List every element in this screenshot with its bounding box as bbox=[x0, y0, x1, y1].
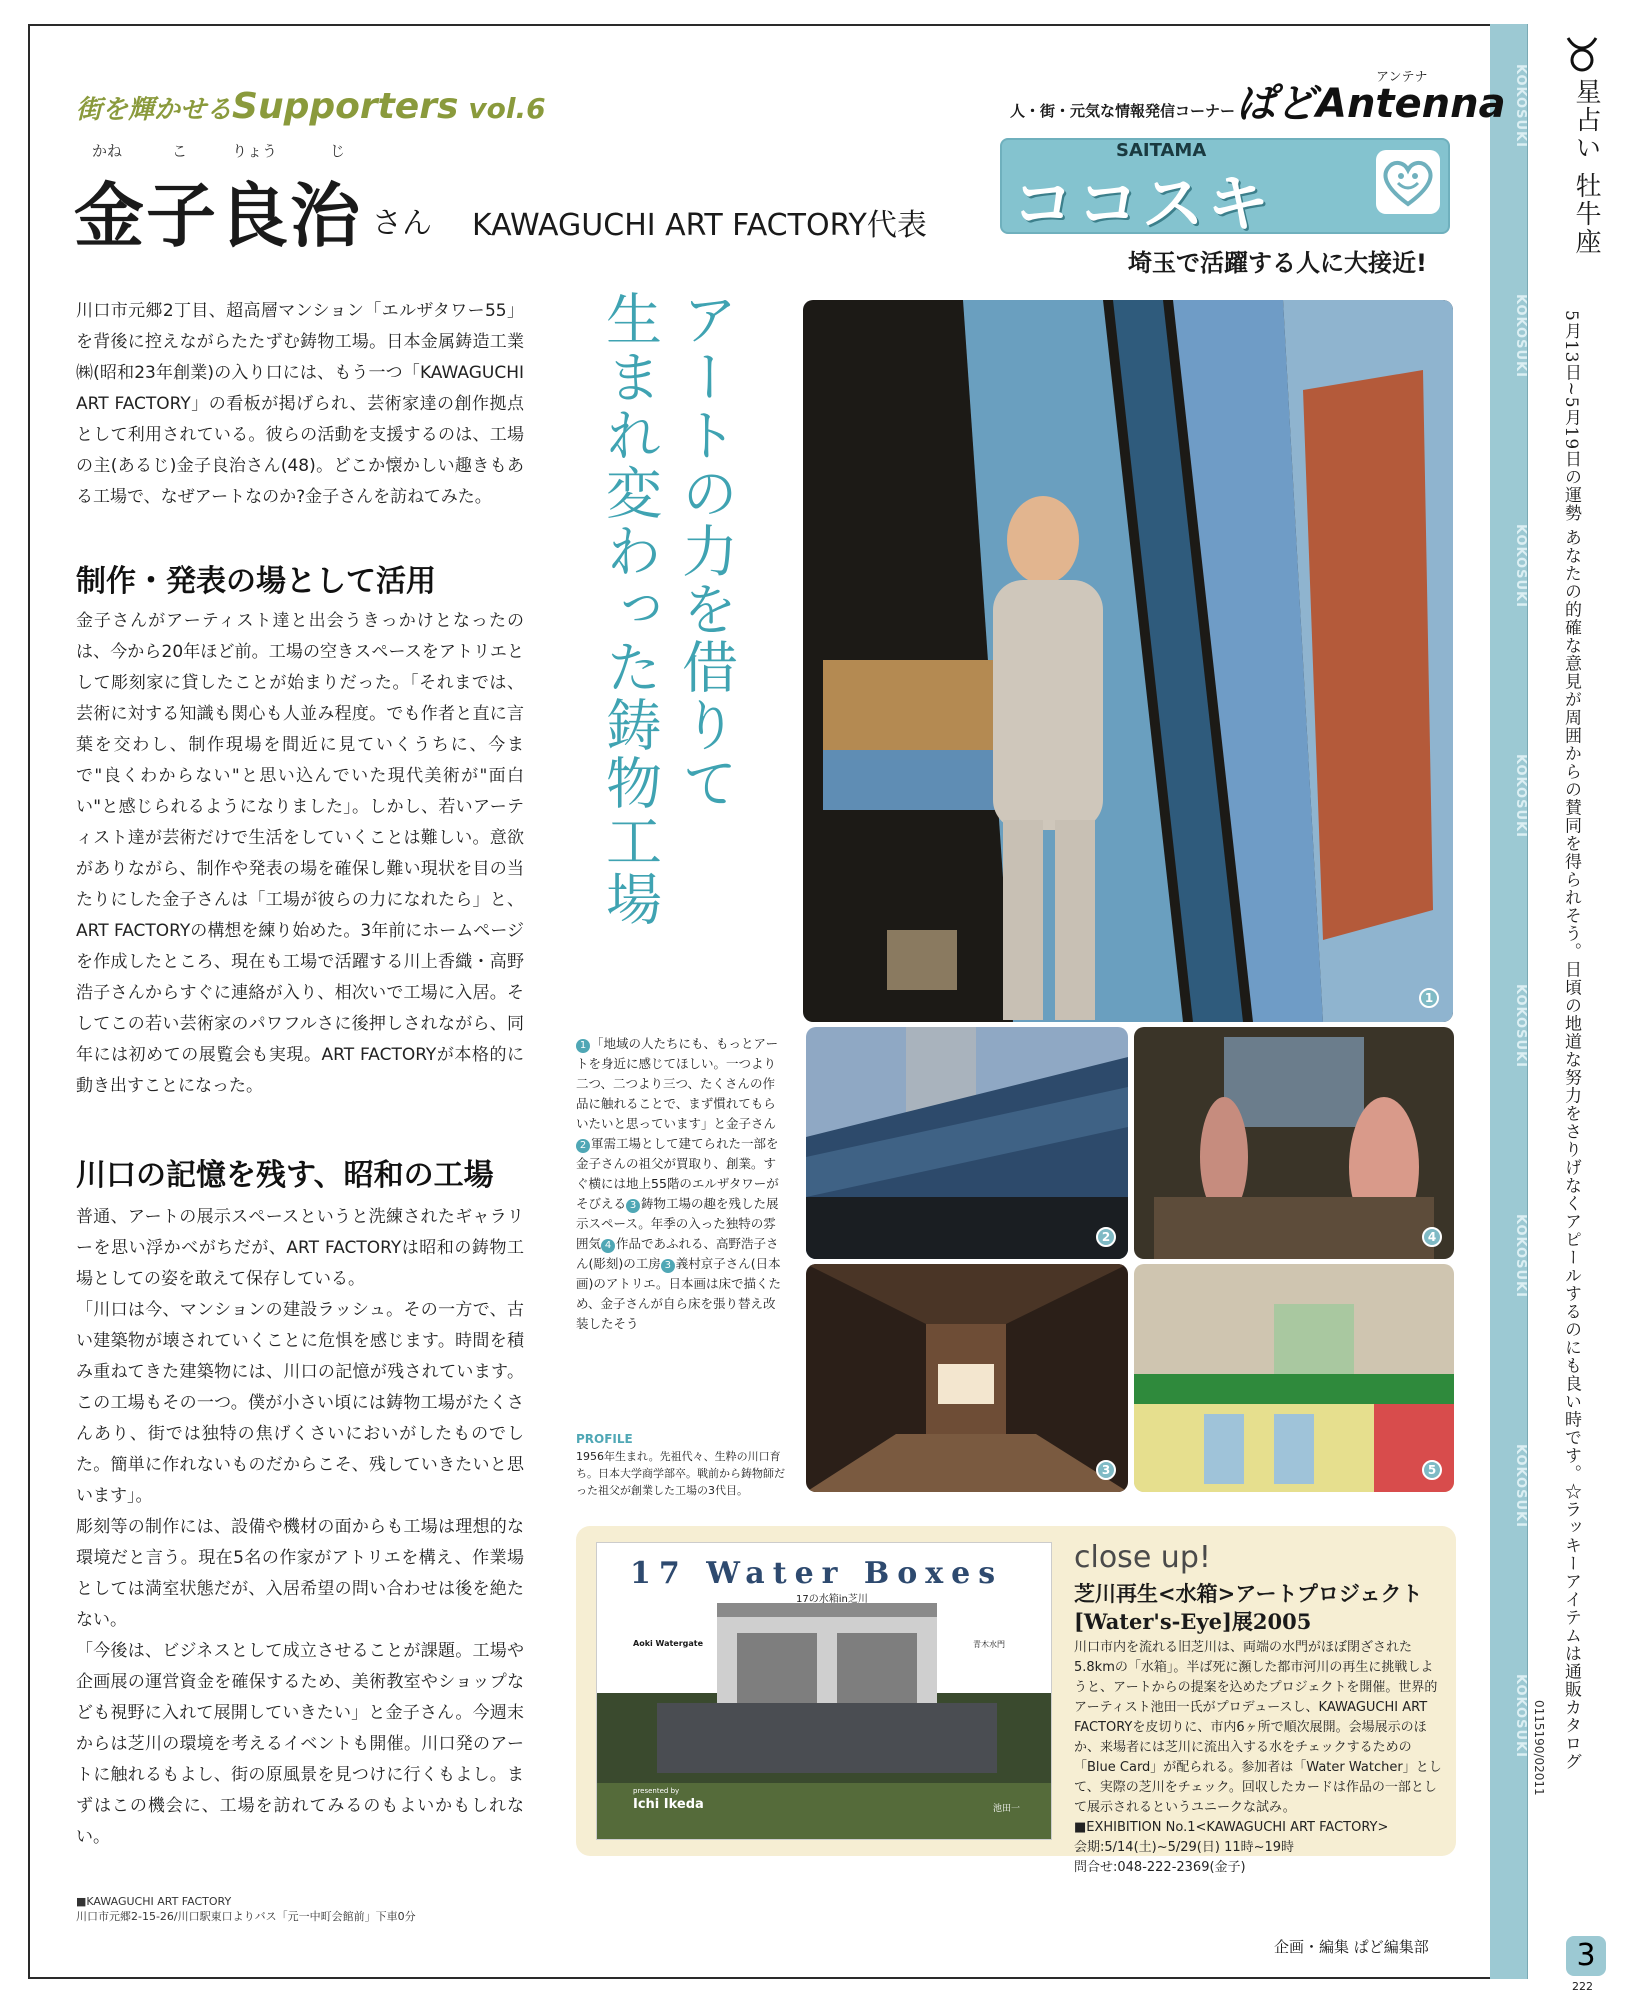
stripe-label: KOKOSUKI bbox=[1513, 754, 1528, 838]
stripe-label: KOKOSUKI bbox=[1513, 1674, 1528, 1758]
photo-number-badge: 3 bbox=[1096, 1460, 1116, 1480]
photo-number-badge: 2 bbox=[1096, 1227, 1116, 1247]
corner-kicker: 人・街・元気な情報発信コーナー bbox=[1010, 102, 1236, 120]
caption-3: 鋳物工場の趣を残した展示スペース。年季の入った独特の雰囲気 bbox=[576, 1196, 779, 1251]
main-photo bbox=[803, 300, 1453, 1022]
stripe-label: KOKOSUKI bbox=[1513, 294, 1528, 378]
closeup-period: 会期:5/14(土)~5/29(日) 11時~19時 bbox=[1074, 1840, 1295, 1855]
editorial-credit: 企画・編集 ぱど編集部 bbox=[1274, 1938, 1429, 1956]
photo-number-badge: 5 bbox=[1422, 1460, 1442, 1480]
atelier-photo bbox=[1134, 1264, 1454, 1492]
closeup-body: 川口市内を流れる旧芝川は、両端の水門がほぼ閉ざされた5.8kmの「水箱」。半ば死に瀕した都市河川の再生に挑戦しようと、アートからの提案を込めたプロジェクトを開催。世界的アーティスト池田一氏がプロデュースし、KAWAGUCHI ART FACTORYを皮切りに、市内6ヶ所で順次展開。会場展示のほか、来場者には芝川に流出入する水をチェックするための「Blue Card」が配られる。参加者は「Water Watcher」として、実際の芝川をチェック。回収したカードは作品の一部として展示されるというユニークな試み。 bbox=[1074, 1640, 1442, 1815]
side-stripe bbox=[1490, 24, 1528, 1979]
poster-title: 17 Water Boxes bbox=[630, 1556, 1004, 1591]
caption-1: 「地域の人たちにも、もっとアートを身近に感じてほしい。一つより二つ、二つより三つ、たくさんの作品に触れることで、まず慣れてもらいたいと思っています」と金子さん bbox=[576, 1036, 779, 1131]
caption-number: 3 bbox=[661, 1259, 675, 1273]
section2-paragraph: 「今後は、ビジネスとして成立させることが課題。工場や企画展の運営資金を確保するため、美術教室やショップなども視野に入れて展開していきたい」と金子さん。今週末からは芝川の環境を考えるイベントも開催。川口発のアートに触れるもよし、街の原風景を見つけに行くもよし。まずはこの機会に、工場を訪れてみるのもよいかもしれない。 bbox=[76, 1641, 524, 1847]
poster-artist: Ichi Ikeda bbox=[633, 1797, 704, 1812]
closeup-contact: 問合せ:048-222-2369(金子) bbox=[1074, 1860, 1246, 1875]
closeup-title-line: 芝川再生<水箱>アートプロジェクト bbox=[1074, 1581, 1423, 1606]
name-furigana: りょう bbox=[232, 142, 278, 160]
closeup-exhibition: ■EXHIBITION No.1<KAWAGUCHI ART FACTORY> bbox=[1074, 1820, 1389, 1835]
person-name: 金子良治 bbox=[74, 174, 362, 257]
caption-5: 義村京子さん(日本画)のアトリエ。日本画は床で描くため、金子さんが自ら床を張り替え改装したそう bbox=[576, 1256, 782, 1331]
closeup-title bbox=[1074, 1580, 1448, 1636]
stripe-label: KOKOSUKI bbox=[1513, 1214, 1528, 1298]
photo-number-badge: 4 bbox=[1422, 1227, 1442, 1247]
venue-info bbox=[76, 1894, 416, 1924]
page-number: 3 bbox=[1566, 1936, 1606, 1976]
venue-address: 川口市元郷2-15-26/川口駅東口よりバス「元一中町会館前」下車0分 bbox=[76, 1910, 416, 1923]
profile-label: PROFILE bbox=[576, 1432, 633, 1446]
heart-smile-icon bbox=[1376, 150, 1440, 214]
caption-4: 作品であふれる、高野浩子さん(彫刻)の工房 bbox=[576, 1236, 779, 1271]
caption-number: 3 bbox=[626, 1199, 640, 1213]
brand-furigana: アンテナ bbox=[1376, 70, 1428, 85]
article-lead: 川口市元郷2丁目、超高層マンション「エルザタワー55」を背後に控えながらたたずむ鋳物工場。日本金属鋳造工業㈱(昭和23年創業)の入り口には、もう一つ「KAWAGUCHI ART FACTORY」の看板が掲げられ、芸術家達の創作拠点として利用されている。彼らの活動を支援するのは、工場の主(あるじ)金子良治さん(48)。どこか懐かしい趣きもある工場で、なぜアートなのか?金子さんを訪ねてみた。 bbox=[76, 301, 524, 507]
caption-2: 軍需工場として建てられた一部を金子さんの祖父が買取り、創業。すぐ横には地上55階のエルザタワーがそびえる bbox=[576, 1136, 779, 1211]
section2-title: 川口の記憶を残す、昭和の工場 bbox=[76, 1158, 494, 1193]
corner-title: ココスキ bbox=[1012, 167, 1273, 240]
name-furigana: じ bbox=[330, 142, 346, 160]
photo-number-badge: 1 bbox=[1419, 988, 1439, 1008]
corner-saitama: SAITAMA bbox=[1116, 140, 1207, 161]
section1-text: 金子さんがアーティスト達と出会うきっかけとなったのは、今から20年ほど前。工場の空きスペースをアトリエとして彫刻家に貸したことが始まりだった。「それまでは、芸術に対する知識も関心も人並み程度。でも作者と直に言葉を交わし、制作現場を間近に見ていくうちに、今まで"良くわからない"と思い込んでいた現代美術が"面白い"と感じられるようになりました」。しかし、若いアーティスト達が芸術だけで生活をしていくことは難しい。意欲がありながら、制作や発表の場を確保し難い現状を目の当たりにした金子さんは「工場が彼らの力になれたら」と、ART FACTORYの構想を練り始めた。3年前にホームページを作成したところ、現在も工場で活躍する川上香織・高野浩子さんからすぐに連絡が入り、相次いで工場に入居。そしてこの若い芸術家のパワフルさに後押しされながら、同年には初めての展覧会も実現。ART FACTORYが本格的に動き出すことになった。 bbox=[76, 611, 524, 1096]
issue-code: 0115190/02011 bbox=[1532, 1700, 1546, 1796]
series-vol: vol.6 bbox=[468, 92, 546, 125]
series-label-a: 街を輝かせる bbox=[76, 95, 233, 125]
factory-exterior-photo bbox=[806, 1027, 1128, 1259]
closeup-title-line: [Water's-Eye]展2005 bbox=[1074, 1609, 1312, 1634]
name-furigana: こ bbox=[172, 142, 188, 160]
stripe-label: KOKOSUKI bbox=[1513, 64, 1528, 148]
person-honorific: さん bbox=[372, 206, 432, 241]
poster-subtitle: 17の水箱in芝川 bbox=[796, 1594, 868, 1605]
series-label bbox=[76, 86, 546, 127]
exhibition-space-photo bbox=[806, 1264, 1128, 1492]
poster-right-label: 青木水門 bbox=[973, 1640, 1005, 1649]
horoscope-title: 星占い 牡牛座 bbox=[1571, 78, 1601, 257]
poster-presented: presented by bbox=[633, 1787, 680, 1795]
page-subnumber: 222 bbox=[1572, 1980, 1593, 1993]
person-role: KAWAGUCHI ART FACTORY代表 bbox=[472, 208, 927, 243]
section1-title: 制作・発表の場として活用 bbox=[76, 564, 436, 599]
section2-text bbox=[76, 1202, 524, 1853]
taurus-icon bbox=[1564, 34, 1600, 74]
profile-text: 1956年生まれ。先祖代々、生粋の川口育ち。日本大学商学部卒。戦前から鋳物師だった祖父が創業した工場の3代目。 bbox=[576, 1450, 785, 1497]
stripe-label: KOKOSUKI bbox=[1513, 524, 1528, 608]
closeup-text bbox=[1074, 1638, 1446, 1878]
headline-line1: アートの力を借りて bbox=[673, 290, 738, 812]
section2-paragraph: 彫刻等の制作には、設備や機材の面からも工場は理想的な環境だと言う。現在5名の作家がアトリエを構え、作業場としては満室状態だが、入居希望の問い合わせは後を絶たない。 bbox=[76, 1517, 524, 1630]
caption-number: 4 bbox=[601, 1239, 615, 1253]
section2-paragraph: 「川口は今、マンションの建設ラッシュ。その一方で、古い建築物が壊されていくことに危惧を感じます。時間を積み重ねてきた建築物には、川口の記憶が残されています。この工場もその一つ。僕が小さい頃には鋳物工場がたくさんあり、街では独特の焦げくさいにおいがしたものでした。簡単に作れないものだからこそ、残していきたいと思います」。 bbox=[76, 1300, 524, 1506]
caption-number: 2 bbox=[576, 1139, 590, 1153]
poster-artist-jp: 池田一 bbox=[993, 1804, 1021, 1814]
photo-captions bbox=[576, 1034, 786, 1334]
corner-subtitle: 埼玉で活躍する人に大接近! bbox=[1128, 249, 1427, 277]
sculpture-studio-photo bbox=[1134, 1027, 1454, 1259]
stripe-label: KOKOSUKI bbox=[1513, 984, 1528, 1068]
name-furigana: かね bbox=[92, 142, 123, 160]
poster-left-label: Aoki Watergate bbox=[633, 1639, 704, 1648]
headline-line2: 生まれ変わった鋳物工場 bbox=[597, 290, 662, 928]
series-label-b: Supporters bbox=[232, 86, 459, 127]
venue-name: ■KAWAGUCHI ART FACTORY bbox=[76, 1895, 232, 1908]
closeup-kicker: close up! bbox=[1074, 1540, 1211, 1575]
brand-logo: ぱどAntenna bbox=[1236, 81, 1506, 127]
caption-number: 1 bbox=[576, 1039, 590, 1053]
stripe-label: KOKOSUKI bbox=[1513, 1444, 1528, 1528]
section2-paragraph: 普通、アートの展示スペースというと洗練されたギャラリーを思い浮かべがちだが、ART FACTORYは昭和の鋳物工場としての姿を敢えて保存している。 bbox=[76, 1207, 524, 1289]
horoscope-body: 5月13日~5月19日の運勢 あなたの的確な意見が周囲からの賛同を得られそう。日頃の地道な努力をさりげなくアピールするのにも良い時です。☆ラッキーアイテムは通販カタログ bbox=[1561, 310, 1581, 1771]
